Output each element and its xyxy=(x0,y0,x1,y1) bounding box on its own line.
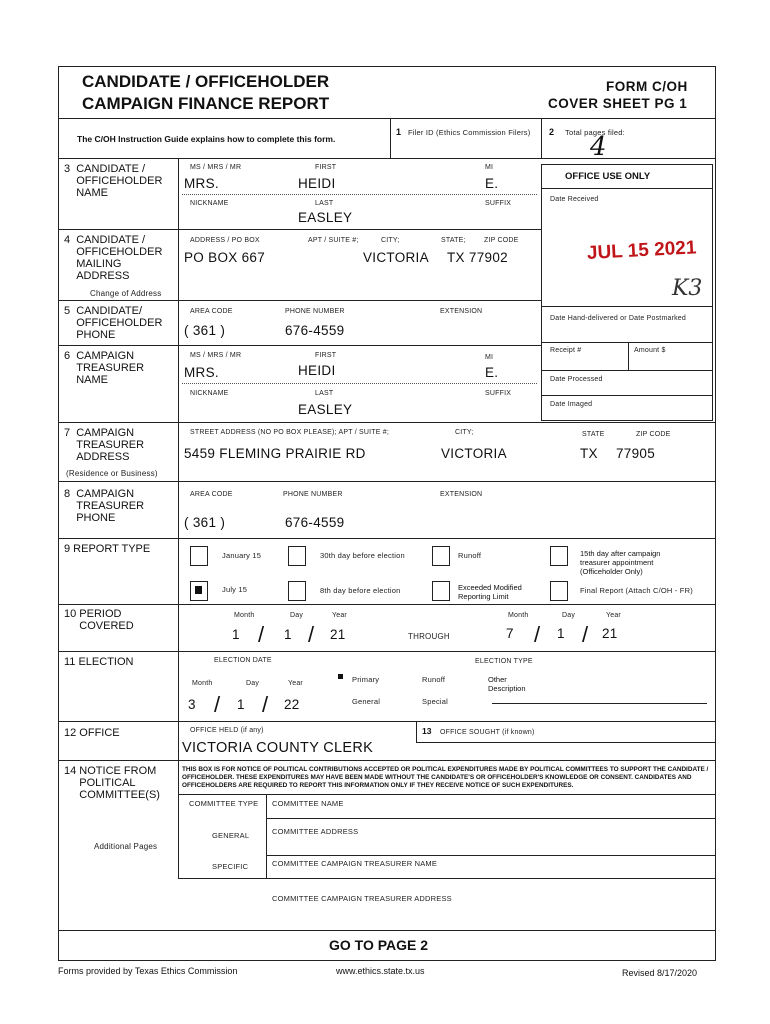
form-number: FORM C/OH xyxy=(606,79,688,94)
forms-provided-text: Forms provided by Texas Ethics Commission xyxy=(58,966,238,976)
cover-sheet-label: COVER SHEET PG 1 xyxy=(548,96,688,111)
form-title-line1: CANDIDATE / OFFICEHOLDER xyxy=(82,72,330,91)
treasurer-nickname-label: NICKNAME xyxy=(190,390,229,397)
election-year[interactable]: 22 xyxy=(284,697,300,712)
total-pages-value: 4 xyxy=(590,132,607,162)
slash-4: / xyxy=(582,622,589,647)
candidate-area-code[interactable]: ( 361 ) xyxy=(184,323,226,338)
mi-label: MI xyxy=(485,164,494,171)
primary-label: Primary xyxy=(352,675,380,684)
total-pages-number: 2 xyxy=(549,127,555,137)
receipt-label: Receipt # xyxy=(550,347,582,354)
jan15-label: January 15 xyxy=(222,551,262,560)
date-hand-delivered-label: Date Hand-delivered or Date Postmarked xyxy=(550,315,686,322)
additional-pages-label: Additional Pages xyxy=(94,842,158,851)
office-held-label: OFFICE HELD (if any) xyxy=(190,727,264,734)
election-runoff-label: Runoff xyxy=(422,675,446,684)
extension-label: EXTENSION xyxy=(440,308,483,315)
to-day[interactable]: 1 xyxy=(557,626,565,641)
from-day-label: Day xyxy=(290,612,304,619)
to-month-label: Month xyxy=(508,612,529,619)
slash-1: / xyxy=(258,622,265,647)
candidate-mi[interactable]: E. xyxy=(485,176,499,191)
section-11-label: 11 ELECTION xyxy=(64,656,134,668)
revised-date: Revised 8/17/2020 xyxy=(622,968,698,978)
treasurer-street-label: STREET ADDRESS (NO PO BOX PLEASE); APT / SUITE #; xyxy=(190,429,389,436)
slash-5: / xyxy=(214,692,221,717)
section-5-label: 5 CANDIDATE/ OFFICEHOLDER PHONE xyxy=(64,305,163,341)
instruction-text: The C/OH Instruction Guide explains how to complete this form. xyxy=(77,134,336,144)
slash-2: / xyxy=(308,622,315,647)
change-of-address-label: Change of Address xyxy=(90,289,162,298)
filer-id-label: Filer ID (Ethics Commission Filers) xyxy=(408,128,531,137)
first-label: FIRST xyxy=(315,164,337,171)
received-stamp: JUL 15 2021 xyxy=(586,237,697,264)
treasurer-prefix[interactable]: MRS. xyxy=(184,365,219,380)
day8-checkbox[interactable] xyxy=(288,581,306,601)
prefix-label: MS / MRS / MR xyxy=(190,164,242,171)
go-to-page-2: GO TO PAGE 2 xyxy=(329,937,429,953)
treasurer-last-label: LAST xyxy=(315,390,334,397)
exceeded-label: Exceeded Modified Reporting Limit xyxy=(458,583,522,601)
section-7-label: 7 CAMPAIGN TREASURER ADDRESS xyxy=(64,427,145,463)
treasurer-zip-label: ZIP CODE xyxy=(636,431,671,438)
candidate-city[interactable]: VICTORIA xyxy=(363,250,429,265)
form-title-line2: CAMPAIGN FINANCE REPORT xyxy=(82,94,330,113)
candidate-first-name[interactable]: HEIDI xyxy=(298,176,336,191)
slash-3: / xyxy=(534,622,541,647)
phone-number-label: PHONE NUMBER xyxy=(285,308,345,315)
date-received-label: Date Received xyxy=(550,196,599,203)
other-description-label: Other Description xyxy=(488,675,526,693)
election-date-label: ELECTION DATE xyxy=(214,657,272,664)
treasurer-mi[interactable]: E. xyxy=(485,365,499,380)
election-year-label: Year xyxy=(288,680,303,687)
office-held[interactable]: VICTORIA COUNTY CLERK xyxy=(182,740,374,756)
amount-label: Amount $ xyxy=(634,347,666,354)
election-day-label: Day xyxy=(246,680,260,687)
jul15-checkmark xyxy=(195,586,202,594)
section-9-label: 9 REPORT TYPE xyxy=(64,543,151,555)
day30-checkbox[interactable] xyxy=(288,546,306,566)
treasurer-phone-label: PHONE NUMBER xyxy=(283,491,343,498)
candidate-address[interactable]: PO BOX 667 xyxy=(184,250,266,265)
day15-checkbox[interactable] xyxy=(550,546,568,566)
filer-id-number: 1 xyxy=(396,127,402,137)
addr-label: ADDRESS / PO BOX xyxy=(190,237,260,244)
primary-checkmark xyxy=(338,674,343,679)
slash-6: / xyxy=(262,692,269,717)
area-code-label: AREA CODE xyxy=(190,308,233,315)
date-imaged-label: Date Imaged xyxy=(550,401,593,408)
treasurer-state-label: STATE xyxy=(582,431,605,438)
treasurer-prefix-label: MS / MRS / MR xyxy=(190,352,242,359)
general-committee-label: GENERAL xyxy=(212,831,250,840)
office-sought-label: OFFICE SOUGHT (if known) xyxy=(440,729,535,736)
treasurer-area-label: AREA CODE xyxy=(190,491,233,498)
through-label: THROUGH xyxy=(408,632,450,641)
to-day-label: Day xyxy=(562,612,576,619)
jul15-label: July 15 xyxy=(222,585,248,594)
section-6-label: 6 CAMPAIGN TREASURER NAME xyxy=(64,350,145,386)
final-checkbox[interactable] xyxy=(550,581,568,601)
from-month[interactable]: 1 xyxy=(232,627,240,642)
treasurer-city-label: CITY; xyxy=(455,429,474,436)
treasurer-zip[interactable]: 77905 xyxy=(616,446,656,461)
treasurer-first-name[interactable]: HEIDI xyxy=(298,363,336,378)
notice-text: THIS BOX IS FOR NOTICE OF POLITICAL CONTRIBUTIONS ACCEPTED OR POLITICAL EXPENDITURES MADE BY POLITICAL COMMITTEES TO SUPPORT THE CANDIDATE / OFFICEHOLDER. THESE EXPENDITURES MAY HAVE BEEN MADE WITHOUT THE CANDIDATE'S OR OFFICEHOLDER'S KNOWLEDGE OR CONSENT. CANDIDATES AND OFFICEHOLDERS ARE REQUIRED TO REPORT THIS INFORMATION ONLY IF THEY RECEIVE NOTICE OF SUCH EXPENDITURES. xyxy=(182,766,709,789)
day30-label: 30th day before election xyxy=(320,551,405,560)
jan15-checkbox[interactable] xyxy=(190,546,208,566)
election-day[interactable]: 1 xyxy=(237,697,245,712)
city-label: CITY; xyxy=(381,237,400,244)
to-year-label: Year xyxy=(606,612,621,619)
treasurer-city[interactable]: VICTORIA xyxy=(441,446,507,461)
special-label: Special xyxy=(422,697,448,706)
staff-initials: K3 xyxy=(672,276,703,301)
day8-label: 8th day before election xyxy=(320,586,401,595)
office-use-title: OFFICE USE ONLY xyxy=(565,171,651,182)
from-day[interactable]: 1 xyxy=(284,627,292,642)
date-processed-label: Date Processed xyxy=(550,376,603,383)
to-year[interactable]: 21 xyxy=(602,626,618,641)
section-12-label: 12 OFFICE xyxy=(64,727,120,739)
treasurer-first-label: FIRST xyxy=(315,352,337,359)
election-month[interactable]: 3 xyxy=(188,697,196,712)
general-label: General xyxy=(352,697,381,706)
total-pages-label: Total pages filed: xyxy=(565,128,625,137)
from-year[interactable]: 21 xyxy=(330,627,346,642)
candidate-state-zip[interactable]: TX 77902 xyxy=(447,250,508,265)
runoff-report-label: Runoff xyxy=(458,551,482,560)
apt-label: APT / SUITE #; xyxy=(308,237,359,244)
treasurer-ext-label: EXTENSION xyxy=(440,491,483,498)
nickname-label: NICKNAME xyxy=(190,200,229,207)
section-8-label: 8 CAMPAIGN TREASURER PHONE xyxy=(64,488,145,524)
specific-committee-label: SPECIFIC xyxy=(212,862,249,871)
treasurer-street[interactable]: 5459 FLEMING PRAIRIE RD xyxy=(184,446,366,461)
treasurer-last-name[interactable]: EASLEY xyxy=(298,402,353,417)
suffix-label: SUFFIX xyxy=(485,200,512,207)
section-13-number: 13 xyxy=(422,726,432,736)
to-month[interactable]: 7 xyxy=(506,626,514,641)
treasurer-phone[interactable]: 676-4559 xyxy=(285,515,345,530)
state-label: STATE; xyxy=(441,237,466,244)
committee-name-label: COMMITTEE NAME xyxy=(272,799,344,808)
treasurer-name-label: COMMITTEE CAMPAIGN TREASURER NAME xyxy=(272,859,438,868)
treasurer-address-label: COMMITTEE CAMPAIGN TREASURER ADDRESS xyxy=(272,894,452,903)
day15-label: 15th day after campaign treasurer appointment (Officeholder Only) xyxy=(580,549,661,576)
candidate-last-name[interactable]: EASLEY xyxy=(298,210,353,225)
candidate-phone[interactable]: 676-4559 xyxy=(285,323,345,338)
zip-label: ZIP CODE xyxy=(484,237,519,244)
treasurer-area-code[interactable]: ( 361 ) xyxy=(184,515,226,530)
election-type-label: ELECTION TYPE xyxy=(475,658,533,665)
committee-type-label: COMMITTEE TYPE xyxy=(189,799,259,808)
section-10-label: 10 PERIOD COVERED xyxy=(64,608,134,632)
committee-address-label: COMMITTEE ADDRESS xyxy=(272,827,359,836)
residence-note: (Residence or Business) xyxy=(66,469,158,478)
final-report-label: Final Report (Attach C/OH - FR) xyxy=(580,586,693,595)
ethics-url[interactable]: www.ethics.state.tx.us xyxy=(336,966,425,976)
from-month-label: Month xyxy=(234,612,255,619)
section-4-label: 4 CANDIDATE / OFFICEHOLDER MAILING ADDRESS xyxy=(64,234,163,282)
from-year-label: Year xyxy=(332,612,347,619)
treasurer-state[interactable]: TX xyxy=(580,446,598,461)
section-14-label: 14 NOTICE FROM POLITICAL COMMITTEE(S) xyxy=(64,765,160,801)
exceeded-checkbox[interactable] xyxy=(432,581,450,601)
treasurer-mi-label: MI xyxy=(485,354,494,361)
treasurer-suffix-label: SUFFIX xyxy=(485,390,512,397)
last-label: LAST xyxy=(315,200,334,207)
candidate-prefix[interactable]: MRS. xyxy=(184,176,219,191)
runoff-checkbox[interactable] xyxy=(432,546,450,566)
election-month-label: Month xyxy=(192,680,213,687)
section-3-label: 3 CANDIDATE / OFFICEHOLDER NAME xyxy=(64,163,163,199)
